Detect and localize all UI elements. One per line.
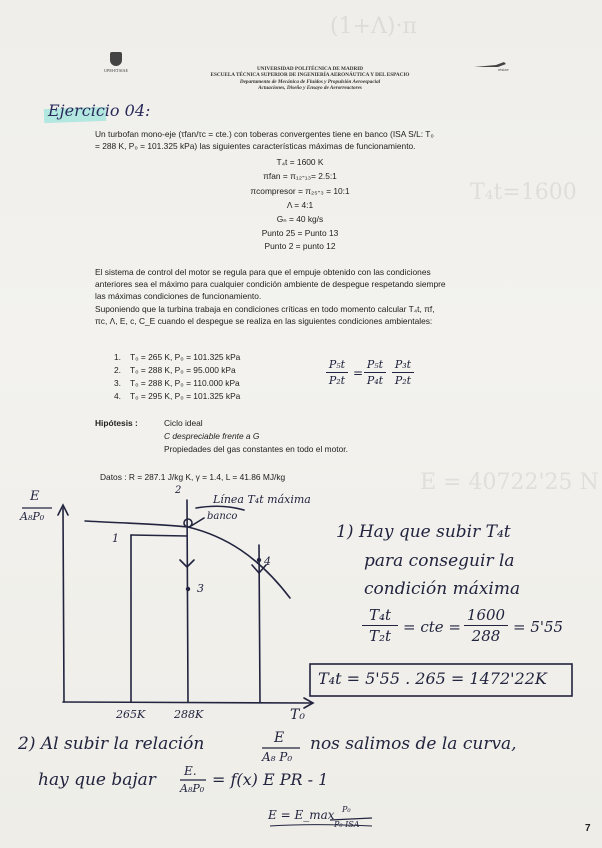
note-3: E = E_max bbox=[268, 808, 335, 822]
value-ratio bbox=[464, 606, 508, 645]
note-2-frac-num: E bbox=[274, 730, 285, 746]
header-group: Actuaciones, Diseño y Ensayo de Aerorreactores bbox=[258, 85, 362, 92]
constant-equals: = cte = bbox=[403, 618, 461, 636]
svg-text:etsiae: etsiae bbox=[498, 67, 509, 72]
ratio-numerator: P₅t bbox=[328, 358, 346, 371]
bleed-through-text: (1+Λ)·π bbox=[330, 14, 417, 39]
spec-point-2: Punto 2 = punto 12 bbox=[264, 241, 336, 251]
vline-295k bbox=[259, 545, 260, 702]
note-3-den: P₀ ISA bbox=[334, 820, 360, 829]
vline-288k bbox=[187, 500, 188, 702]
point-1-label: 1 bbox=[112, 532, 119, 545]
condition-text: T₀ = 288 K, P₀ = 95.000 kPa bbox=[130, 365, 236, 375]
note-2-e-num: E. bbox=[184, 764, 197, 778]
ratio-denominator: P₄t bbox=[366, 374, 384, 387]
condition-text: T₀ = 288 K, P₀ = 110.000 kPa bbox=[130, 378, 240, 388]
y-axis-line bbox=[63, 508, 64, 702]
intro-line-1: Un turbofan mono-eje (τfan/τc = cte.) con toberas convergentes tiene en banco (ISA S/L: T₀ bbox=[95, 129, 434, 139]
ratio-equals: = bbox=[353, 366, 364, 380]
point-4-label: 4 bbox=[264, 555, 271, 568]
page-number: 7 bbox=[585, 823, 591, 834]
paragraph-line: πc, Λ, E, c, C_E cuando el despegue se realiza en las siguientes condiciones ambientales: bbox=[95, 316, 433, 326]
max-line-label: Línea T₄t máxima bbox=[213, 493, 311, 506]
boxed-result-text: T₄t = 5'55 . 265 = 1472'22K bbox=[318, 669, 547, 688]
note-2-e-den: A₈P₀ bbox=[180, 782, 205, 795]
point-3-dot bbox=[186, 587, 190, 591]
ratio-denominator: P₂t bbox=[328, 374, 346, 387]
paragraph-line: El sistema de control del motor se regula para que el empuje obtenido con las condiciones bbox=[95, 267, 431, 277]
bleed-through-text: E = 40722'25 N bbox=[420, 470, 599, 495]
condition-number: 2. bbox=[114, 365, 121, 375]
point-3-label: 3 bbox=[197, 582, 204, 595]
y-axis-label-num: E bbox=[30, 489, 40, 504]
bank-label: banco bbox=[207, 511, 238, 522]
note-2-line-3: hay que bajar bbox=[38, 770, 156, 790]
paragraph-line: las máximas condiciones de funcionamiento. bbox=[95, 291, 262, 301]
ratio-denominator: P₂t bbox=[394, 374, 412, 387]
spec-bypass-ratio: Λ = 4:1 bbox=[286, 200, 314, 210]
note-1-line-1: 1) Hay que subir T₄t bbox=[336, 522, 511, 542]
tick-288k: 288K bbox=[174, 708, 204, 721]
note-3-num: P₀ bbox=[342, 805, 351, 814]
temperature-ratio bbox=[362, 606, 398, 645]
header-department: Departamento de Mecánica de Fluidos y Propulsión Aeroespacial bbox=[239, 78, 381, 85]
x-axis-label: T₀ bbox=[290, 707, 305, 723]
spec-t4t: T₄t = 1600 K bbox=[276, 157, 324, 167]
note-2-function: = f(x) E PR - 1 bbox=[212, 770, 329, 789]
note-1-line-3: condición máxima bbox=[364, 579, 521, 599]
spec-mass-flow: Gₙ = 40 kg/s bbox=[276, 214, 324, 224]
note-2-line-1: 2) Al subir la relación bbox=[18, 734, 205, 754]
condition-text: T₀ = 265 K, P₀ = 101.325 kPa bbox=[130, 352, 241, 362]
label-pointer bbox=[196, 506, 244, 510]
condition-number: 1. bbox=[114, 352, 121, 362]
point-4-dot bbox=[257, 558, 261, 562]
note-2-frac-den: A₈ P₀ bbox=[262, 750, 293, 764]
ratio-numerator: P₃t bbox=[394, 358, 412, 371]
logo-label: UPM-ETSIAE bbox=[104, 68, 128, 73]
header-school: ESCUELA TÉCNICA SUPERIOR DE INGENIERÍA AERONÁUTICA Y DEL ESPACIO bbox=[210, 72, 410, 79]
ratio-numerator: P₅t bbox=[366, 358, 384, 371]
tick-265k: 265K bbox=[116, 708, 146, 721]
hypothesis-label: Hipótesis : bbox=[95, 418, 138, 428]
ratio-denominator: T₂t bbox=[368, 627, 392, 645]
bank-pointer bbox=[191, 518, 204, 526]
hypothesis-item: C despreciable frente a G bbox=[164, 431, 260, 441]
intro-line-2: = 288 K, P₀ = 101.325 kPa) las siguientes características máximas de funcionamiento. bbox=[95, 141, 416, 151]
header-university: UNIVERSIDAD POLITÉCNICA DE MADRID bbox=[257, 66, 363, 72]
ratio-numerator: T₄t bbox=[368, 606, 392, 624]
ratio-result: = 5'55 bbox=[513, 618, 564, 636]
point-2-label: 2 bbox=[175, 485, 182, 496]
hline-point-1 bbox=[131, 535, 187, 536]
condition-number: 3. bbox=[114, 378, 121, 388]
spec-pi-compressor: πcompresor = π₂₅-₃ = 10:1 bbox=[250, 186, 350, 196]
spec-pi-fan: πfan = π₁₂-₁₃= 2.5:1 bbox=[263, 171, 337, 181]
data-line: Datos : R = 287.1 J/kg K, γ = 1.4, L = 41.86 MJ/kg bbox=[100, 472, 286, 482]
hypothesis-item: Ciclo ideal bbox=[164, 418, 203, 428]
paragraph-line: anteriores sea el máximo para cualquier condición ambiente de despegue respetando siempre bbox=[95, 279, 446, 289]
spec-point-25: Punto 25 = Punto 13 bbox=[261, 228, 339, 238]
note-1-line-2: para conseguir la bbox=[364, 551, 515, 571]
condition-number: 4. bbox=[114, 391, 121, 401]
ratio-numerator: 1600 bbox=[466, 606, 506, 624]
exercise-title: Ejercicio 04: bbox=[48, 101, 151, 120]
paragraph-line: Suponiendo que la turbina trabaja en condiciones críticas en todo momento calcular T₄t, πf, bbox=[95, 304, 435, 314]
note-2-line-2: nos salimos de la curva, bbox=[310, 734, 517, 754]
y-axis-label-den: A₈P₀ bbox=[20, 510, 45, 523]
condition-text: T₀ = 295 K, P₀ = 101.325 kPa bbox=[130, 391, 241, 401]
bleed-through-text: T₄t=1600 bbox=[470, 180, 577, 205]
ratio-denominator: 288 bbox=[471, 627, 501, 645]
hypothesis-item: Propiedades del gas constantes en todo el motor. bbox=[164, 444, 348, 454]
bank-point-marker bbox=[184, 519, 192, 527]
